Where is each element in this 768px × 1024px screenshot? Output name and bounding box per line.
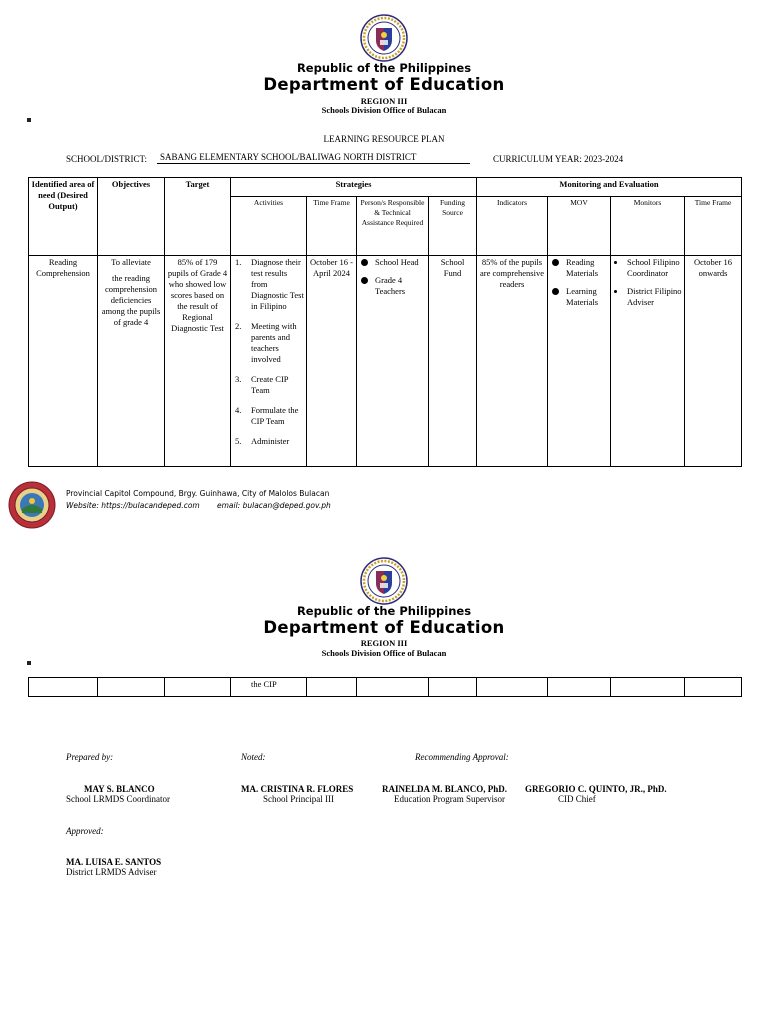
bullet-marker xyxy=(27,661,31,665)
cell-target: 85% of 179 pupils of Grade 4 who showed low scores based on the result of Regional Diagnostic Test xyxy=(165,256,231,467)
bulacan-seal-icon xyxy=(8,481,56,529)
cell-me-time-frame: October 16 onwards xyxy=(685,256,742,467)
recommending-label: Recommending Approval: xyxy=(415,752,509,762)
division-text: Schools Division Office of Bulacan xyxy=(321,648,447,658)
plan-title: LEARNING RESOURCE PLAN xyxy=(323,134,445,144)
approved-label: Approved: xyxy=(66,826,104,836)
approved-title: District LRMDS Adviser xyxy=(66,867,157,877)
approved-name: MA. LUISA E. SANTOS xyxy=(66,857,162,867)
prepared-label: Prepared by: xyxy=(66,752,114,762)
footer-address: Provincial Capitol Compound, Brgy. Guinhawa, City of Malolos Bulacan xyxy=(66,489,330,498)
header-mov: MOV xyxy=(548,197,611,256)
header-activities: Activities xyxy=(231,197,307,256)
list-item: District Filipino Adviser xyxy=(613,286,682,308)
cell-mov xyxy=(548,256,611,467)
recommending-1-title: Education Program Supervisor xyxy=(394,794,505,804)
learning-resource-table xyxy=(28,177,742,467)
list-item: Grade 4 Teachers xyxy=(359,275,426,297)
bullet-marker xyxy=(27,118,31,122)
cell-monitors xyxy=(611,256,685,467)
footer-website: Website: https://bulacandeped.com xyxy=(66,501,200,510)
republic-text: Republic of the Philippines xyxy=(296,604,472,618)
cell-indicators: 85% of the pupils are comprehensive readers xyxy=(477,256,548,467)
list-item: 2. Meeting with parents and teachers involved xyxy=(235,321,297,364)
list-item: 5. Administer xyxy=(235,436,290,446)
list-item: 3. Create CIP Team xyxy=(235,374,289,395)
continuation-table xyxy=(28,677,742,697)
list-item: 4. Formulate the CIP Team xyxy=(235,405,299,426)
header-target: Target xyxy=(165,178,231,256)
cell-funding: School Fund xyxy=(429,256,477,467)
recommending-2-name: GREGORIO C. QUINTO, JR., PhD. xyxy=(525,784,667,794)
list-item: Reading Materials xyxy=(550,257,608,279)
objectives-line-1: To alleviate xyxy=(111,257,151,267)
header-time-frame: Time Frame xyxy=(307,197,357,256)
recommending-2-title: CID Chief xyxy=(558,794,596,804)
cell-activities xyxy=(231,256,307,467)
school-label: SCHOOL/DISTRICT: xyxy=(66,154,148,164)
header-persons: Person/s Responsible & Technical Assistance Required xyxy=(357,197,429,256)
noted-label: Noted: xyxy=(241,752,266,762)
deped-seal-icon xyxy=(360,557,408,605)
list-item: 1. Diagnose their test results from Diagnostic Test in Filipino xyxy=(235,257,304,311)
header-monitoring: Monitoring and Evaluation xyxy=(477,178,742,197)
list-item: Learning Materials xyxy=(550,286,608,308)
prepared-name: MAY S. BLANCO xyxy=(84,784,155,794)
objectives-line-2: the reading comprehension deficiencies among the pupils of grade 4 xyxy=(101,273,161,327)
cell-time-frame: October 16 - April 2024 xyxy=(307,256,357,467)
deped-seal-icon xyxy=(360,14,408,62)
header-monitors: Monitors xyxy=(611,197,685,256)
table-row xyxy=(29,256,742,467)
department-title: Department of Education xyxy=(263,618,505,637)
header-indicators: Indicators xyxy=(477,197,548,256)
header-me-time-frame: Time Frame xyxy=(685,197,742,256)
table-row xyxy=(29,678,742,697)
cell-area: Reading Comprehension xyxy=(29,256,98,467)
header-strategies: Strategies xyxy=(231,178,477,197)
prepared-title: School LRMDS Coordinator xyxy=(66,794,171,804)
region-text: REGION III xyxy=(360,638,408,648)
department-title: Department of Education xyxy=(263,75,505,94)
noted-name: MA. CRISTINA R. FLORES xyxy=(241,784,354,794)
cell-activities-continued: the CIP xyxy=(231,678,307,697)
school-value: SABANG ELEMENTARY SCHOOL/BALIWAG NORTH DISTRICT xyxy=(157,152,470,164)
footer-email: email: bulacan@deped.gov.ph xyxy=(217,501,331,510)
noted-title: School Principal III xyxy=(263,794,334,804)
list-item: School Head xyxy=(359,257,426,268)
header-funding: Funding Source xyxy=(429,197,477,256)
division-text: Schools Division Office of Bulacan xyxy=(321,105,447,115)
header-objectives: Objectives xyxy=(98,178,165,256)
curriculum-year: CURRICULUM YEAR: 2023-2024 xyxy=(493,154,624,164)
cell-persons xyxy=(357,256,429,467)
list-item: School Filipino Coordinator xyxy=(613,257,682,279)
header-area: Identified area of need (Desired Output) xyxy=(29,178,98,256)
republic-text: Republic of the Philippines xyxy=(296,61,472,75)
region-text: REGION III xyxy=(360,96,408,106)
cell-objectives xyxy=(98,256,165,467)
recommending-1-name: RAINELDA M. BLANCO, PhD. xyxy=(382,784,508,794)
